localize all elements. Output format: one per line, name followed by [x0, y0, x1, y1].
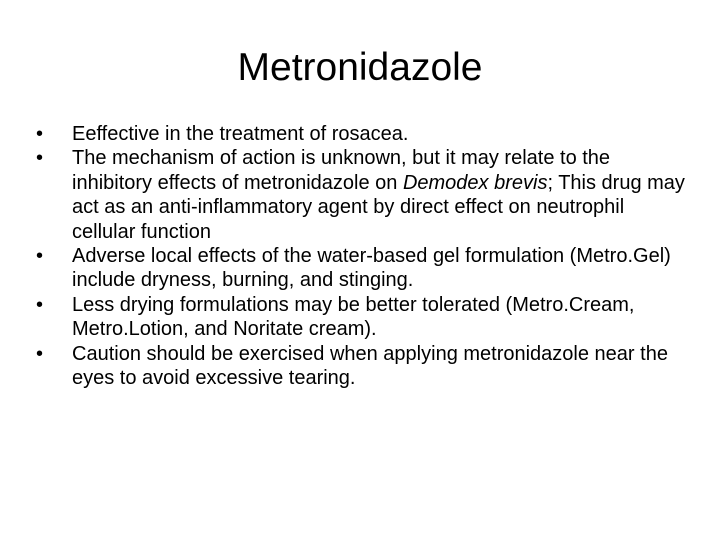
bullet-item-2	[36, 146, 688, 244]
bullet-text-part-1: The mechanism of action is unknown, but it may relate to the inhibitory effects of metronidazole on	[72, 147, 611, 194]
bullet-text-part-2: ; This drug may act as an anti-inflammatory agent by direct effect on neutrophil cellular function	[72, 171, 685, 243]
bullet-item-5	[36, 342, 688, 391]
bullet-text: Less drying formulations may be better tolerated (Metro.Cream, Metro.Lotion, and Noritate cream).	[72, 293, 635, 341]
bullet-text: Adverse local effects of the water-based gel formulation (Metro.Gel) include dryness, burning, and stinging.	[72, 245, 671, 292]
bullet-icon: •	[36, 147, 44, 170]
bullet-icon: •	[36, 342, 44, 365]
bullet-text-italic: Demodex brevis	[402, 171, 548, 194]
bullet-item-1	[36, 122, 688, 146]
bullet-text: Eeffective in the treatment of rosacea.	[72, 123, 409, 145]
bullet-text: Caution should be exercised when applying metronidazole near the eyes to avoid excessive tearing.	[72, 342, 668, 390]
bullet-icon: •	[36, 123, 44, 145]
bullet-icon: •	[36, 293, 44, 316]
slide-title: Metronidazole	[237, 46, 483, 89]
bullet-item-3	[36, 244, 688, 293]
bullet-list	[36, 122, 688, 390]
bullet-item-4	[36, 293, 688, 342]
bullet-icon: •	[36, 245, 44, 268]
